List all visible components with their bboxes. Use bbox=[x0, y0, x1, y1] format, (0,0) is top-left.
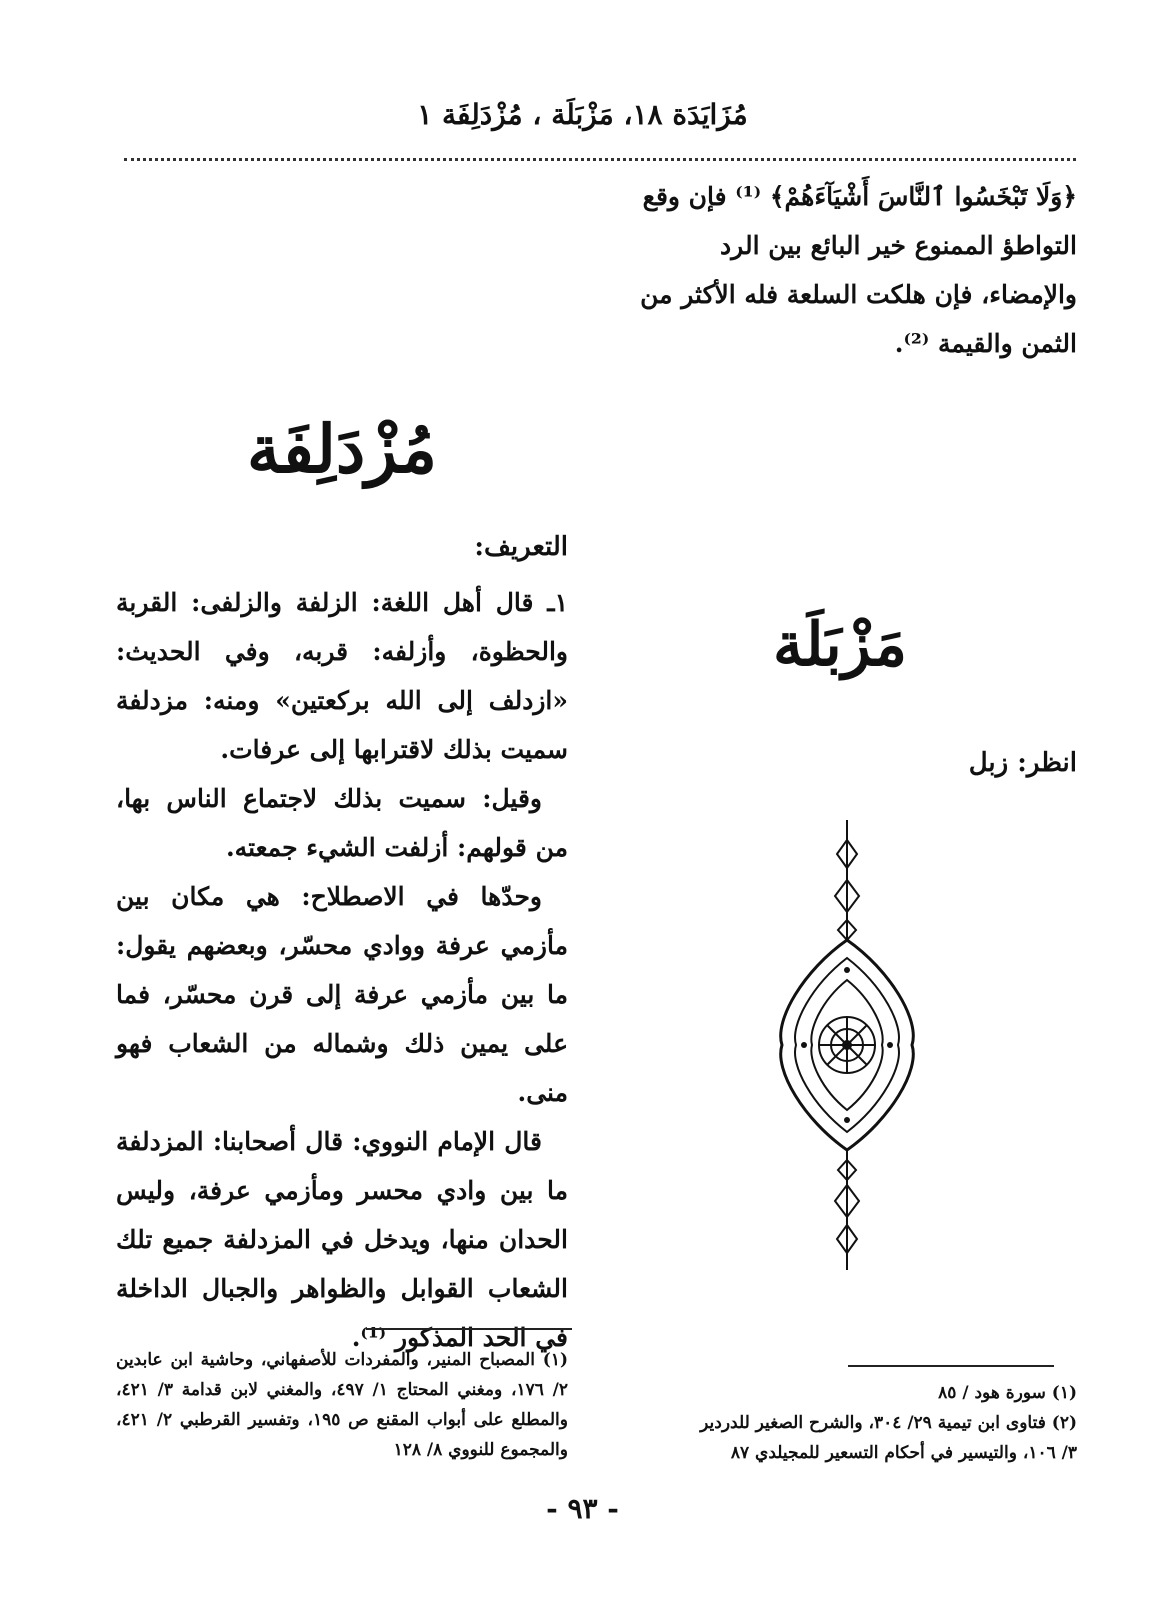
definition-paragraph: ١ـ قال أهل اللغة: الزلفة والزلفى: القربة والحظوة، وأزلفه: قربه، وفي الحديث: «ازدلف إلى الله بركعتين» ومنه: مزدلفة سميت بذلك لاقترابها إلى عرفات. bbox=[116, 588, 568, 764]
left-footnote-rule bbox=[366, 1328, 572, 1330]
intro-line: والإمضاء، فإن هلكت السلعة فله الأكثر من bbox=[640, 280, 1077, 309]
intro-line: ﴿وَلَا تَبْخَسُوا ٱلنَّاسَ أَشْيَآءَهُمْ﴾ ⁽¹⁾ فإن وقع bbox=[642, 182, 1077, 211]
header-divider bbox=[124, 158, 1076, 161]
left-footnotes bbox=[116, 1345, 568, 1465]
footnote: (١) المصباح المنير، والمفردات للأصفهاني، وحاشية ابن عابدين ٢/ ١٧٦، ومغني المحتاج ١/ ٤٩٧، والمغني لابن قدامة ٣/ ٤٢١، والمطلع على أبواب المقنع ص ١٩٥، وتفسير القرطبي ٢/ ٤٢١، والمجموع للنووي ٨/ ١٢٨ bbox=[116, 1350, 569, 1460]
see-also-reference: انظر: زبل bbox=[968, 748, 1077, 778]
entry-heading-muzdalifa: مُزْدَلِفَة bbox=[246, 410, 438, 488]
footnote: ٣/ ١٠٦، والتيسير في أحكام التسعير للمجيلدي ٨٧ bbox=[730, 1443, 1077, 1463]
definition-paragraph: قال الإمام النووي: قال أصحابنا: المزدلفة ما بين وادي محسر ومأزمي عرفة، وليس الحدان منها، ويدخل في المزدلفة جميع تلك الشعاب القوابل والظواهر والجبال الداخلة في الحد المذكور ⁽¹⁾. bbox=[116, 1127, 568, 1352]
page-header-title: مُزَايَدَة ١٨، مَزْبَلَة ، مُزْدَلِفَة ١ bbox=[417, 98, 748, 131]
page-number: - ٩٣ - bbox=[546, 1492, 619, 1525]
intro-text bbox=[607, 172, 1077, 368]
intro-line: التواطؤ الممنوع خير البائع بين الرد bbox=[720, 231, 1077, 260]
arabesque-ornament-icon bbox=[772, 820, 922, 1270]
definition-body bbox=[116, 578, 568, 1362]
definition-paragraph: وحدّها في الاصطلاح: هي مكان بين مأزمي عرفة ووادي محسّر، وبعضهم يقول: ما بين مأزمي عرفة إلى قرن محسّر، فما على يمين ذلك وشماله من الشعاب فهو منى. bbox=[116, 882, 568, 1107]
definition-paragraph: وقيل: سميت بذلك لاجتماع الناس بها، من قولهم: أزلفت الشيء جمعته. bbox=[116, 784, 568, 862]
footnote: (٢) فتاوى ابن تيمية ٢٩/ ٣٠٤، والشرح الصغير للدردير bbox=[700, 1413, 1077, 1433]
intro-line: الثمن والقيمة ⁽²⁾. bbox=[894, 329, 1077, 358]
entry-heading-mazbala: مَزْبَلَة bbox=[773, 610, 907, 680]
footnote: (١) سورة هود / ٨٥ bbox=[938, 1383, 1077, 1403]
right-footnotes bbox=[607, 1378, 1077, 1468]
right-footnote-rule bbox=[848, 1365, 1054, 1367]
definition-label: التعريف: bbox=[474, 532, 568, 562]
